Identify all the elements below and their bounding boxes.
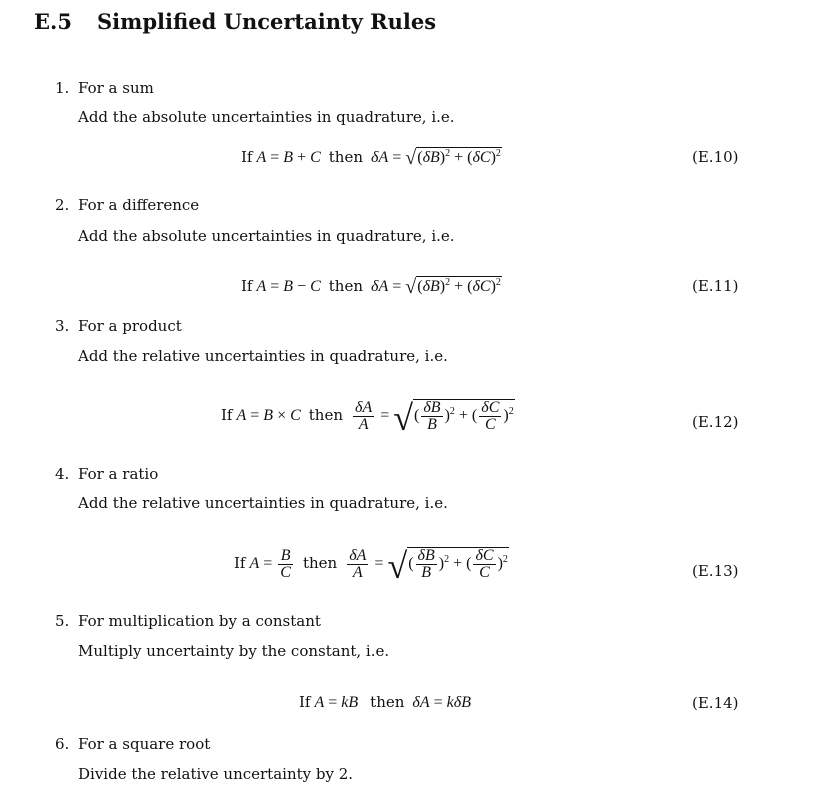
- item-number: 3.: [55, 317, 70, 335]
- equation-label: (E.14): [692, 694, 739, 712]
- then-word: then: [302, 554, 338, 572]
- item-number: 2.: [55, 196, 70, 214]
- item-heading: For a ratio: [78, 465, 159, 483]
- item-heading: For a product: [78, 317, 182, 335]
- equation: If A = $\frac{B}{C}$ then $\frac{\delta A}{A}$ = √( $\frac{\delta B}{B}$ )$^2$ + ( $\frac{\delta C}{C}$ )$^2$: [234, 546, 508, 586]
- then-word: then: [370, 693, 405, 711]
- if-word: If: [234, 554, 246, 572]
- item-description: Multiply uncertainty by the constant, i.e.: [78, 642, 390, 660]
- item-description: Add the absolute uncertainties in quadrature, i.e.: [78, 108, 455, 126]
- if-word: If: [299, 693, 311, 711]
- item-heading: For a sum: [78, 79, 154, 97]
- equation-label: (E.12): [692, 413, 739, 431]
- equation: If A = B − C then $\delta A = √(\delta B)^2 + (\delta C)^2$: [241, 276, 501, 298]
- item-description: Divide the relative uncertainty by 2.: [78, 765, 354, 783]
- item-number: 5.: [55, 612, 70, 630]
- section-number: E.5: [34, 9, 72, 34]
- section-title: Simplified Uncertainty Rules: [97, 9, 437, 34]
- equation-label: (E.13): [692, 562, 739, 580]
- if-word: If: [241, 148, 253, 166]
- equation: If A = B + C then $\delta A = √(\delta B)^2 + (\delta C)^2$: [241, 147, 501, 169]
- if-word: If: [221, 406, 233, 424]
- item-description: Add the relative uncertainties in quadrature, i.e.: [78, 347, 448, 365]
- item-number: 4.: [55, 465, 70, 483]
- then-word: then: [308, 406, 344, 424]
- item-number: 1.: [55, 79, 70, 97]
- item-heading: For multiplication by a constant: [78, 612, 321, 630]
- item-heading: For a square root: [78, 735, 211, 753]
- item-number: 6.: [55, 735, 70, 753]
- equation-label: (E.10): [692, 148, 739, 166]
- item-heading: For a difference: [78, 196, 200, 214]
- equation-label: (E.11): [692, 277, 739, 295]
- item-description: Add the absolute uncertainties in quadrature, i.e.: [78, 227, 455, 245]
- then-word: then: [328, 277, 364, 295]
- equation: If A = kB then δA = kδB: [299, 693, 471, 711]
- then-word: then: [328, 148, 364, 166]
- item-description: Add the relative uncertainties in quadrature, i.e.: [78, 494, 448, 512]
- equation: If A = B × C then $\frac{\delta A}{A}$ = √( $\frac{\delta B}{B}$ )$^2$ + ( $\frac{\delta C}{C}$ )$^2$: [221, 398, 514, 438]
- if-word: If: [241, 277, 253, 295]
